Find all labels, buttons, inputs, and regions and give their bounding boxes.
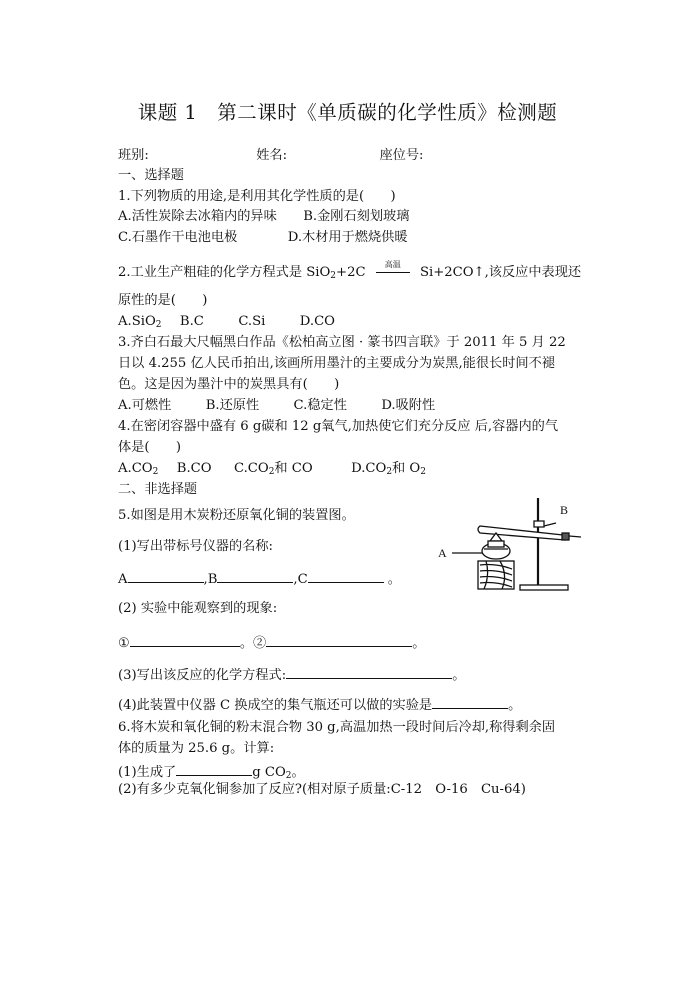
- answer-blank-experiment[interactable]: [432, 694, 508, 709]
- stand-base: [520, 585, 568, 590]
- q2-option-c: C.Si: [238, 314, 266, 329]
- apparatus-diagram: [438, 493, 586, 593]
- q6-subscript: 2: [285, 771, 292, 781]
- q4-options: [118, 460, 426, 478]
- q6-unit: g CO: [252, 765, 286, 780]
- q5-part1-answers: [118, 568, 401, 589]
- q5-part4-label: (4)此装置中仪器 C 换成空的集气瓶还可以做的实验是: [118, 698, 433, 713]
- q3-line2: 日以 4.255 亿人民币拍出,该画所用墨汁的主要成分为炭黑,能很长时间不褪: [118, 356, 555, 371]
- q4-option-a: $A.CO_2$: [118, 461, 159, 477]
- q3-option-a: A.可燃性: [118, 398, 172, 413]
- section-heading-choice: 一、选择题: [118, 168, 184, 183]
- q5-part2: (2) 实验中能观察到的现象:: [118, 601, 278, 616]
- q5-part4: [118, 694, 521, 715]
- q1-options-row1: [118, 208, 409, 226]
- answer-blank-b[interactable]: [217, 568, 293, 583]
- q5-part3: [118, 664, 465, 685]
- q4-option-b: B.CO: [176, 461, 212, 476]
- q6-part1-label: (1)生成了: [118, 765, 177, 780]
- q1-option-c: C.石墨作干电池电极: [118, 230, 238, 245]
- q2-options: [118, 313, 335, 331]
- q6-part1: [118, 761, 305, 782]
- q2-stem-line1: [118, 260, 582, 282]
- blank-c-label: ,C: [293, 572, 308, 587]
- circled-two: 。②: [239, 636, 267, 651]
- q5-stem: 5.如图是用木炭粉还原氧化铜的装置图。: [118, 508, 355, 523]
- q3-line3: 色。这是因为墨汁中的炭黑具有( ): [118, 377, 340, 392]
- q6-line2: 体的质量为 25.6 g。计算:: [118, 741, 275, 756]
- label-b-pointer: [544, 523, 556, 526]
- stopper: [562, 533, 569, 540]
- q5-part2-answers: [118, 632, 425, 653]
- q2-text: 2.工业生产粗硅的化学方程式是 SiO: [118, 265, 331, 280]
- q1-option-a: A.活性炭除去冰箱内的异味: [118, 209, 277, 224]
- figure-label-b: B: [560, 503, 569, 517]
- clamp: [534, 521, 544, 527]
- answer-blank-observation-1[interactable]: [130, 632, 240, 647]
- q2-subscript: 2: [330, 271, 337, 281]
- name-label: 姓名:: [256, 148, 288, 163]
- q2-reactant: +2C: [336, 265, 366, 280]
- q1-options-row2: [118, 229, 408, 247]
- circled-one: ①: [118, 636, 130, 651]
- q5-part3-label: (3)写出该反应的化学方程式:: [118, 668, 287, 683]
- q2-option-a: A.SiO$_2$: [118, 314, 162, 330]
- answer-blank-a[interactable]: [128, 568, 204, 583]
- q6-part2: (2)有多少克氧化铜参加了反应?(相对原子质量:C-12 O-16 Cu-64): [118, 782, 526, 797]
- q2-option-b: B.C: [179, 314, 204, 329]
- answer-blank-co2-mass[interactable]: [176, 761, 252, 776]
- q1-option-d: D.木材用于燃烧供暖: [287, 230, 408, 245]
- q4-line2: 体是( ): [118, 440, 182, 455]
- q1-option-b: B.金刚石刻划玻璃: [303, 209, 410, 224]
- figure-label-a: A: [438, 546, 447, 560]
- q1-stem: 1.下列物质的用途,是利用其化学性质的是( ): [118, 189, 396, 204]
- q3-line1: 3.齐白石最大尺幅黑白作品《松柏高立图 · 篆书四言联》于 2011 年 5 月 22: [118, 335, 566, 350]
- reaction-condition: 高温: [384, 260, 401, 269]
- reaction-condition-arrow: [376, 260, 410, 273]
- q6-line1: 6.将木炭和氧化铜的粉末混合物 30 g,高温加热一段时间后冷却,称得剩余固: [118, 720, 556, 735]
- period: 。: [508, 698, 522, 713]
- q3-option-c: C.稳定性: [293, 398, 347, 413]
- blank-a-label: A: [118, 572, 128, 587]
- delivery-tube: [569, 536, 581, 537]
- answer-blank-observation-2[interactable]: [266, 632, 412, 647]
- wooden-block: [478, 561, 514, 589]
- answer-blank-c[interactable]: [308, 568, 384, 583]
- q3-option-d: D.吸附性: [381, 398, 436, 413]
- q2-stem-line2: 原性的是( ): [118, 293, 208, 308]
- period: 。: [412, 636, 426, 651]
- section-heading-nonchoice: 二、非选择题: [118, 482, 198, 497]
- period: 。: [387, 572, 401, 587]
- blank-b-label: ,B: [203, 572, 218, 587]
- q4-line1: 4.在密闭容器中盛有 6 g碳和 12 g氧气,加热使它们充分反应 后,容器内的气: [118, 419, 559, 434]
- q2-product: Si+2CO↑,该反应中表现还: [419, 265, 582, 280]
- q4-option-d: $D.CO_2$和 $O_2$: [351, 461, 426, 477]
- q5-part1: (1)写出带标号仪器的名称:: [118, 539, 273, 554]
- answer-blank-equation[interactable]: [286, 664, 452, 679]
- period: 。: [291, 765, 305, 780]
- alcohol-lamp: [482, 533, 510, 559]
- test-tube: [478, 526, 566, 540]
- q4-option-c: $C.CO_2$和 CO: [233, 461, 313, 477]
- q3-options: [118, 397, 435, 415]
- page-title: 课题 1 第二课时《单质碳的化学性质》检测题: [137, 101, 558, 124]
- q3-option-b: B.还原性: [205, 398, 260, 413]
- seat-label: 座位号:: [379, 148, 424, 163]
- q2-option-d: D.CO: [299, 314, 335, 329]
- period: 。: [452, 668, 466, 683]
- class-label: 班别:: [118, 148, 149, 163]
- student-info-row: [118, 147, 423, 165]
